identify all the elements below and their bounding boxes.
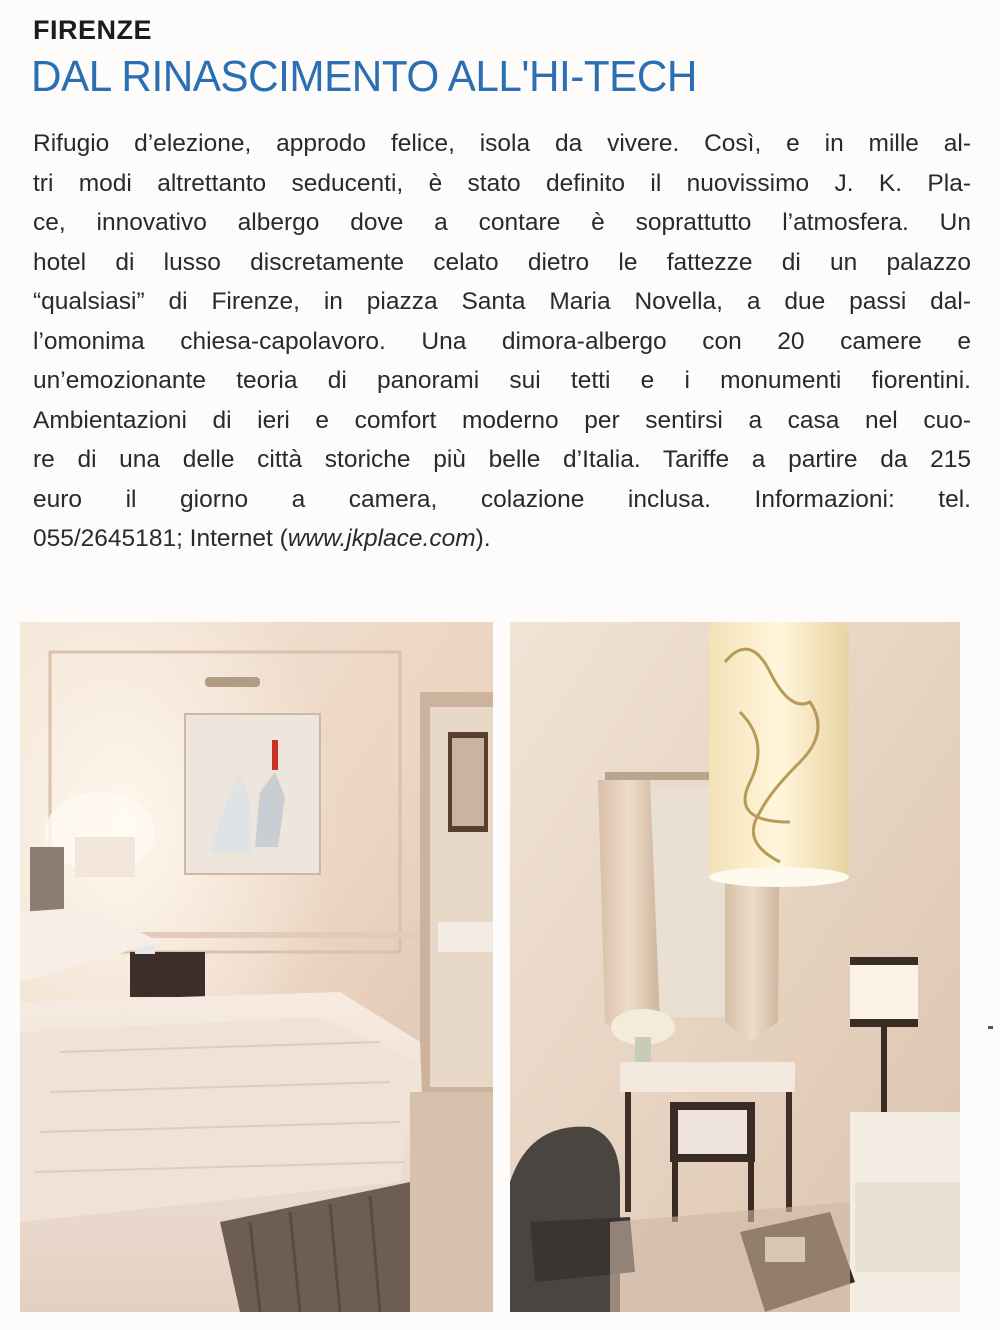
article-body xyxy=(33,124,971,559)
body-line: un’emozionante teoria di panorami sui tetti e i monumenti fiorentini. xyxy=(33,367,971,394)
headline: DAL RINASCIMENTO ALL'HI-TECH xyxy=(31,52,697,101)
body-line: euro il giorno a camera, colazione inclusa. Informazioni: tel. xyxy=(33,485,971,513)
phone-text: 055/2645181; Internet ( xyxy=(33,525,288,552)
edge-mark xyxy=(988,1026,993,1029)
bedroom-illustration xyxy=(20,622,493,1312)
photo-hotel-sitting-room xyxy=(510,622,960,1312)
body-line: Ambientazioni di ieri e comfort moderno per sentirsi a casa nel cuo- xyxy=(33,406,971,434)
body-line: hotel di lusso discretamente celato dietro le fattezze di un palazzo xyxy=(33,248,971,276)
website-link: www.jkplace.com xyxy=(287,525,476,552)
body-line: tri modi altrettanto seducenti, è stato definito il nuovissimo J. K. Pla- xyxy=(33,169,971,197)
body-line: re di una delle città storiche più belle d’Italia. Tariffe a partire da 215 xyxy=(33,446,971,473)
photo-hotel-bedroom xyxy=(20,622,493,1312)
section-label: FIRENZE xyxy=(33,15,153,45)
sitting-room-illustration xyxy=(510,622,960,1312)
body-line-last xyxy=(33,519,971,559)
body-line: Rifugio d’elezione, approdo felice, isola da vivere. Così, e in mille al- xyxy=(33,130,971,157)
body-line: ce, innovativo albergo dove a contare è soprattutto l’atmosfera. Un xyxy=(33,209,971,236)
body-line: l’omonima chiesa-capolavoro. Una dimora-albergo con 20 camere e xyxy=(33,327,971,355)
body-line: “qualsiasi” di Firenze, in piazza Santa Maria Novella, a due passi dal- xyxy=(33,288,971,315)
closing-text: ). xyxy=(475,525,491,552)
